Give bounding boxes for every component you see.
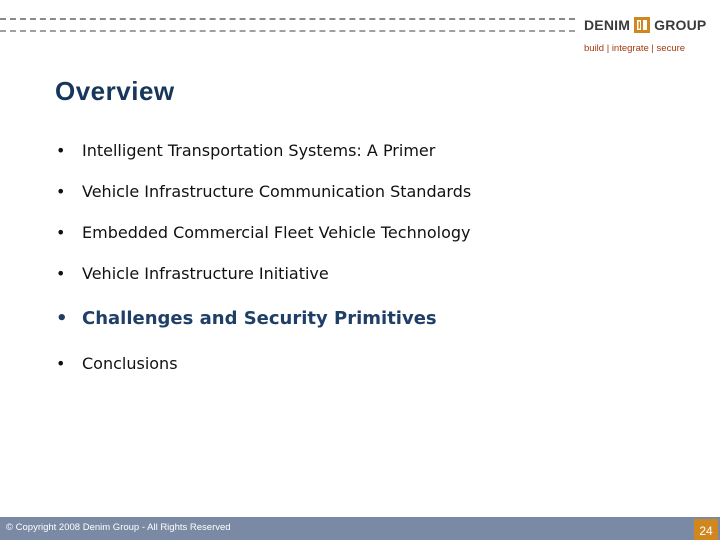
bullet-text: Challenges and Security Primitives xyxy=(82,308,437,329)
bullet-text: Conclusions xyxy=(82,354,178,373)
logo-word-left: DENIM xyxy=(584,17,631,33)
bullet-marker: • xyxy=(56,182,66,201)
bullet-item xyxy=(56,354,178,373)
bullet-text: Intelligent Transportation Systems: A Primer xyxy=(82,141,436,160)
denim-group-logo xyxy=(584,14,714,56)
bullet-marker: • xyxy=(56,354,66,373)
header-dashed-rule-top xyxy=(0,18,575,20)
bullet-item xyxy=(56,141,435,160)
denim-group-mark-icon xyxy=(634,17,650,33)
bullet-marker: • xyxy=(56,264,66,283)
bullet-text: Vehicle Infrastructure Initiative xyxy=(82,264,329,283)
header-dashed-rule-bottom xyxy=(0,30,575,32)
bullet-marker: • xyxy=(56,223,66,242)
copyright-notice: © Copyright 2008 Denim Group - All Rights Reserved xyxy=(6,522,231,533)
bullet-marker: • xyxy=(56,141,66,160)
bullet-item xyxy=(56,264,329,283)
logo-word-right: GROUP xyxy=(654,17,707,33)
bullet-marker: • xyxy=(56,308,68,329)
bullet-text: Embedded Commercial Fleet Vehicle Technology xyxy=(82,223,471,242)
bullet-item xyxy=(56,182,471,201)
bullet-text: Vehicle Infrastructure Communication Standards xyxy=(82,182,472,201)
page-number-badge: 24 xyxy=(694,519,718,540)
logo-tagline: build | integrate | secure xyxy=(584,43,686,54)
bullet-item xyxy=(56,223,471,242)
bullet-item-highlighted xyxy=(56,308,437,329)
slide-title: Overview xyxy=(55,76,175,106)
footer-bar xyxy=(0,517,720,540)
